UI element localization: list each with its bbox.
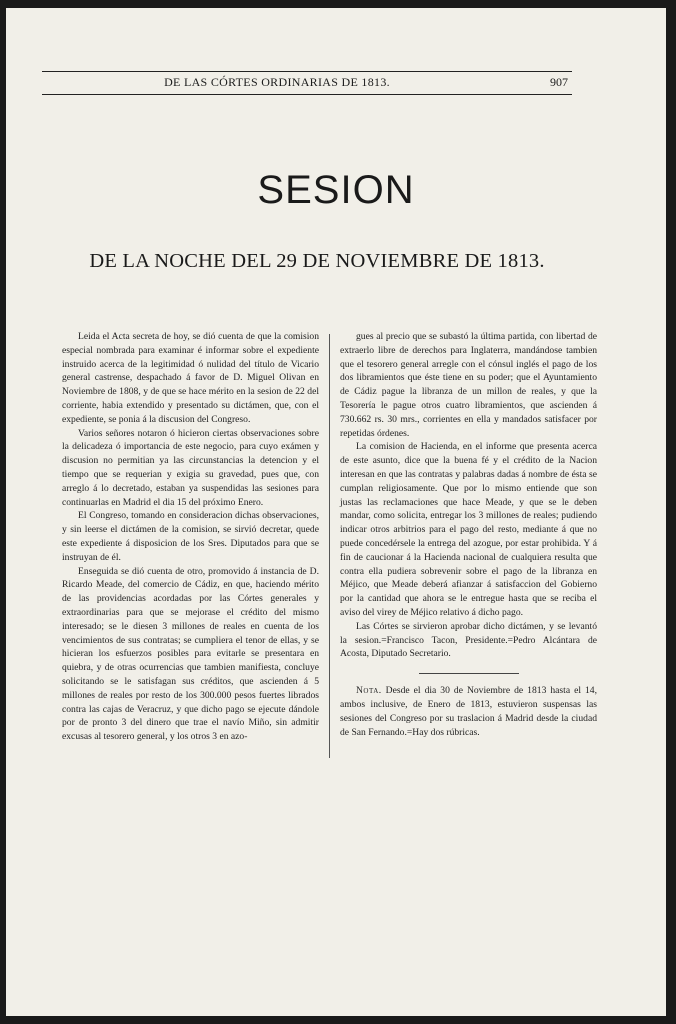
note-label: Nota.: [356, 685, 382, 697]
right-column: [340, 330, 597, 739]
column-divider: [329, 334, 330, 758]
paragraph: Las Córtes se sirvieron aprobar dicho dictámen, y se levantó la sesion.=Francisco Tacon, Presidente.=Pedro Alcántara de Acosta, Diputado Secretario.: [340, 620, 597, 660]
running-title: DE LAS CÓRTES ORDINARIAS DE 1813.: [164, 75, 390, 89]
note-paragraph: [340, 684, 597, 739]
left-column: [62, 330, 319, 744]
page-number: 907: [550, 75, 568, 89]
section-rule: [419, 673, 519, 674]
paragraph: La comision de Hacienda, en el informe que presenta acerca de este asunto, dice que la buena fé y el crédito de la Nacion interesan en que las contratas y palabras dadas á nombre de ésta se cumplan religiosamente. Que por lo mismo entiende que son justas las reclamaciones que hace Meade, y que se le deben mandar, como solicita, entregar los 3 millones de reales; pudiendo indicar otros arbitrios para el pago del resto, mediante á que no puede concedérsele la entrega del azogue, por estar prohibida. Y á fin de caucionar á la Hacienda nacional de cualquiera resulta que contra ella pudiera sobrevenir sobre el pago de la libranza en Méjico, que Meade deberá afianzar á satisfaccion del Gobierno por la cantidad que ahora se le entregue hasta que se reciba el aviso del virey de Méjico relativo á dicho pago.: [340, 441, 597, 618]
paragraph: Leida el Acta secreta de hoy, se dió cuenta de que la comision especial nombrada para examinar é informar sobre el expediente instruido acerca de la legitimidad ó nulidad del título de Vicario general castrense, despachado á favor de D. Miguel Olivan en Noviembre de 1808, y de que se hace mérito en la sesion de 22 del corriente, habia extendido y presentado su dictámen, que, con el expediente, se ponia á la discusion del Congreso.: [62, 331, 319, 425]
session-subtitle: DE LA NOCHE DEL 29 DE NOVIEMBRE DE 1813.: [89, 250, 545, 272]
paragraph: El Congreso, tomando en consideracion dichas observaciones, y sin leerse el dictámen de la comision, se sirvió decretar, quede este expediente á disposicion de los Sres. Diputados para que se instruyan de él.: [62, 510, 319, 563]
paragraph: Enseguida se dió cuenta de otro, promovido á instancia de D. Ricardo Meade, del comercio de Cádiz, en que, haciendo mérito de las providencias acordadas por las Córtes generales y extraordinarias para que se mejorase el crédito del mismo interesado; se le diesen 3 millones de reales en cuenta de los vencimientos de sus contratas; se cumpliera el tenor de ellas, y se hicieran los esfuerzos posibles para evitarle se presentara en quiebra, y de otras ocurrencias que tambien manifiesta, concluye solicitando se le satisfagan sus créditos, que ascienden á 5 millones de reales por resto de los 300.000 pesos fuertes librados contra las cajas de Veracruz, y que dicho pago se ejecute dándole por de pronto 3 del dinero que trae el navío Miño, sin admitir excusas al tesorero general, y los otros 3 en azo-: [62, 565, 319, 743]
note-text: Desde el dia 30 de Noviembre de 1813 hasta el 14, ambos inclusive, de Enero de 1813, estuvieron suspensas las sesiones del Congreso por su traslacion á Madrid desde la ciudad de San Fernando.=Hay dos rúbricas.: [340, 685, 598, 738]
paragraph: Varios señores notaron ó hicieron ciertas observaciones sobre la delicadeza ó importancia de este negocio, para cuyo exámen y discusion no permitian ya las circunstancias la detencion y el tiempo que se requerian y exigia su gravedad, pues que, con arreglo á lo decretado, estaban ya suspendidas las sesiones para continuarlas en Madrid el dia 15 del próximo Enero.: [62, 427, 319, 508]
session-title: SESION: [257, 168, 415, 212]
paragraph: gues al precio que se subastó la última partida, con libertad de extraerlo libre de derechos para Inglaterra, mandándose tambien que el tesorero general arregle con el cónsul inglés el pago de los dos libramientos que éste tiene en su poder; que el Ayuntamiento de Cádiz pague la libranza de un millon de reales, y que la Tesorería le pague otros cuatro libramientos, que ascienden á 730.662 rs. 30 mrs., corrientes en ella y mandados satisfacer por repetidas órdenes.: [340, 331, 597, 439]
document-page: [6, 8, 666, 1016]
running-header: [42, 71, 572, 95]
